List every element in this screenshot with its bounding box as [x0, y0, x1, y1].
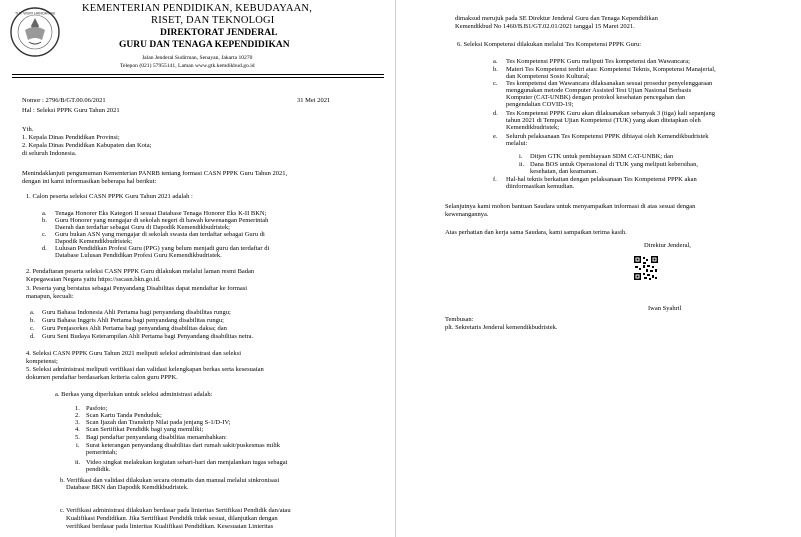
list-marker: d.: [42, 245, 47, 252]
list-marker: ii.: [75, 459, 81, 466]
list-item: Lulusan Pendidikan Profesi Guru (PPG) yang belum menjadi guru dan terdaftar di: [55, 245, 270, 252]
list-item: melalui:: [506, 140, 528, 147]
list-marker: b.: [493, 66, 498, 73]
letterhead-rule: [12, 74, 384, 75]
closing-line: Selanjutnya kami mohon bantuan Saudara untuk menyampaikan informasi di atas sesuai dengan: [445, 203, 696, 210]
list-marker: b.: [42, 217, 47, 224]
closing-line: kewenangannya.: [445, 211, 489, 218]
letterhead-ministry-2: RISET, DAN TEKNOLOGI: [151, 15, 275, 26]
list-item: Tes Kompetensi PPPK Guru akan dilaksanakan sebanyak 3 (tiga) kali sepanjang: [506, 110, 715, 117]
list-item: Kemendikbudristek;: [506, 124, 560, 131]
letter-date: 31 Mei 2021: [297, 97, 331, 104]
p5b-line: b. Verifikasi dan validasi dilakukan secara otomatis dan manual melalui sinkronisasi: [60, 477, 280, 484]
recipient-1: 1. Kepala Dinas Pendidikan Provinsi;: [22, 134, 120, 141]
signature-qr-code-icon: [633, 255, 659, 281]
continuation-line: Kemendikbud No 1460/B.B1/GT.02.01/2021 tanggal 15 Maret 2021.: [455, 23, 635, 30]
list-item: kesehatan, dan keamanan.: [530, 168, 598, 175]
p2-line: 2. Pendaftaran peserta seleksi CASN PPPK Guru dilakukan melalui laman resmi Badan: [26, 268, 255, 275]
list-item: Dapodik Kemendikbudristek;: [55, 238, 133, 245]
recipient-yth: Yth.: [22, 126, 34, 133]
list-marker: c.: [493, 80, 498, 87]
letterhead-ministry: KEMENTERIAN PENDIDIKAN, KEBUDAYAAN,: [82, 3, 313, 14]
list-marker: i.: [519, 153, 523, 160]
list-marker: a.: [42, 210, 47, 217]
letter-page-1: [0, 0, 396, 537]
list-item: Scan Sertifikat Pendidik bagi yang memiliki;: [86, 426, 204, 433]
p4-line: 4. Seleksi CASN PPPK Guru Tahun 2021 meliputi seleksi administrasi dan seleksi: [26, 350, 242, 357]
letterhead-directorate: DIREKTORAT JENDERAL: [160, 28, 278, 38]
list-item: pendidik.: [86, 466, 111, 473]
p5b-line: Database BKN dan Dapodik Kemdikbudristek.: [66, 484, 189, 491]
list-marker: a.: [493, 58, 498, 65]
list-item: Pasfoto;: [86, 405, 108, 412]
list-item: Materi Tes Kompetensi terdiri atas: Kompetensi Teknis, Kompetensi Manajerial,: [506, 66, 716, 73]
p5a-title: a. Berkas yang diperlukan untuk seleksi administrasi adalah:: [55, 391, 213, 398]
intro-line: dengan ini kami informasikan beberapa hal berikut:: [22, 178, 157, 185]
list-item: Guru bukan ASN yang mengajar di sekolah swasta dan terdaftar sebagai Guru di: [55, 231, 265, 238]
signer-title: Direktur Jenderal,: [644, 242, 691, 249]
list-marker: i.: [76, 442, 80, 449]
list-marker: 4.: [75, 426, 80, 433]
list-item: Komputer (CAT-UNBK) dengan protokol kesehatan pencegahan dan: [506, 94, 686, 101]
list-item: Scan Ijazah dan Transkrip Nilai pada jenjang S-1/D-IV;: [86, 419, 231, 426]
list-marker: a.: [30, 309, 35, 316]
list-item: Surat keterangan penyandang disabilitas dari rumah sakit/puskesmas milik: [86, 442, 281, 449]
cc-item: plt. Sekretaris Jenderal kemendikbudristek.: [445, 324, 558, 331]
list-item: Daerah dan terdaftar sebagai Guru di Dapodik Kemendikbudristek;: [55, 224, 230, 231]
tut-wuri-handayani-logo-icon: [9, 6, 61, 58]
list-item: Tenaga Honorer Eks Kategori II sesuai Database Tenaga Honorer Eks K-II BKN;: [55, 210, 267, 217]
list-item: Guru Bahasa Inggris Ahli Pertama bagi penyandang disabilitas rungu;: [42, 317, 224, 324]
signer-name: Iwan Syahril: [648, 305, 682, 312]
p5-line: dokumen pendaftar berdasarkan kriteria calon guru PPPK.: [26, 374, 178, 381]
letter-number: Nomor : 2796/B/GT.00.06/2021: [22, 97, 106, 104]
p6-title: 6. Seleksi Kompetensi dilakukan melalui Tes Kompetensi PPPK Guru:: [457, 41, 642, 48]
letter-subject: Hal : Seleksi PPPK Guru Tahun 2021: [22, 107, 120, 114]
list-item: Scan Kartu Tanda Penduduk;: [86, 412, 162, 419]
list-marker: 5.: [75, 434, 80, 441]
letter-page-2: [397, 0, 801, 537]
recipient-2: 2. Kepala Dinas Pendidikan Kabupaten dan Kota;: [22, 142, 152, 149]
list-item: Tes kompetensi dan Wawancara dilaksanakan sesuai prosedur penyelenggaraan: [506, 80, 713, 87]
p1-title: 1. Calon peserta seleksi CASN PPPK Guru Tahun 2021 adalah :: [26, 193, 193, 200]
p5c-line: c. Verifikasi administrasi dilakukan berdasar pada linieritas Sertifikasi Pendidik dan/atau: [60, 507, 291, 514]
list-marker: c.: [30, 325, 35, 332]
p4-line: kompetensi;: [26, 358, 58, 365]
list-marker: c.: [42, 231, 47, 238]
list-item: tahun 2021 di Tempat Ujian Kompetensi (TUK) yang akan ditetapkan oleh: [506, 117, 701, 124]
p3-line: manapun, kecuali:: [26, 293, 74, 300]
continuation-line: dimaksud merujuk pada SE Direktur Jenderal Guru dan Tenaga Kependidikan: [455, 15, 658, 22]
list-item: menggunakan metode Computer Assisted Test Ujian Nasional Berbasis: [506, 87, 692, 94]
p5c-line: verifikasi berdasar pada linieritas Kualifikasi Pendidikan. Kesesuaian Linieritas: [66, 523, 274, 530]
list-item: Video singkat melakukan kegiatan sehari-hari dan menjalankan tugas sebagai: [86, 459, 288, 466]
list-item: Guru Bahasa Indonesia Ahli Pertama bagi penyandang disabilitas rungu;: [42, 309, 231, 316]
list-item: Hal-hal teknis berkaitan dengan pelaksanaan Tes Kompetensi PPPK akan: [506, 176, 697, 183]
p3-line: 3. Peserta yang berstatus sebagai Penyandang Disabilitas dapat mendaftar ke formasi: [26, 285, 248, 292]
list-item: Ditjen GTK untuk pembiayaan SDM CAT-UNBK; dan: [530, 153, 674, 160]
list-marker: 2.: [75, 412, 80, 419]
letterhead-contact: Telepon (021) 57955141, Laman www.gtk.kemdikbud.go.id: [120, 63, 255, 69]
list-item: Guru Penjasorkes Ahli Pertama bagi penyandang disabilitas daksa; dan: [42, 325, 227, 332]
list-item: Dana BOS untuk Operasional di TUK yang meliputi kebersihan,: [530, 161, 698, 168]
list-item: Guru Honorer yang mengajar di sekolah negeri di bawah kewenangan Pemerintah: [55, 217, 269, 224]
list-item: Bagi pendaftar penyandang disabilitas menambahkan:: [86, 434, 227, 441]
p2-line: Kepegawaian Negara yaitu https://sscasn.bkn.go.id.: [26, 276, 161, 283]
list-item: Database Lulusan Pendidikan Profesi Guru Kemendikbudristek.: [55, 252, 222, 259]
list-marker: ii.: [519, 161, 525, 168]
list-item: Guru Seni Budaya Keterampilan Ahli Pertama bagi Penyandang disabilitas netra.: [42, 333, 254, 340]
p5c-line: Kualifikasi Pendidikan. Jika Sertifikasi Pendidik tidak sesuai, dilanjutkan dengan: [66, 515, 278, 522]
p5-line: 5. Seleksi administrasi meliputi verifikasi dan validasi kelengkapan berkas serta kesesuaian: [26, 366, 264, 373]
list-marker: e.: [493, 133, 498, 140]
list-marker: 3.: [75, 419, 80, 426]
intro-line: Menindaklanjuti pengumuman Kementerian PANRB tentang formasi CASN PPPK Guru Tahun 2021,: [22, 170, 288, 177]
list-item: diinformasikan kemudian.: [506, 183, 575, 190]
list-marker: f.: [493, 176, 497, 183]
letterhead-rule-thin: [12, 77, 384, 78]
cc-title: Tembusan:: [445, 316, 474, 323]
letterhead-address: Jalan Jenderal Sudirman, Senayan, Jakarta 10270: [142, 55, 253, 61]
list-item: dan Kompetensi Sosio Kultural;: [506, 73, 590, 80]
list-marker: b.: [30, 317, 35, 324]
list-item: Tes Kompetensi PPPK Guru meliputi Tes kompetensi dan Wawancara;: [506, 58, 690, 65]
list-item: pengendalian COVID-19;: [506, 101, 574, 108]
recipient-3: di seluruh Indonesia.: [22, 150, 77, 157]
logo-text: TUT WURI HANDAYANI: [15, 11, 55, 16]
list-item: pemerintah;: [86, 449, 118, 456]
list-marker: 1.: [75, 405, 80, 412]
list-marker: d.: [493, 110, 498, 117]
letterhead-directorate-2: GURU DAN TENAGA KEPENDIDIKAN: [119, 40, 290, 50]
closing-thanks: Atas perhatian dan kerja sama Saudara, kami sampaikan terima kasih.: [445, 229, 627, 236]
list-item: Seluruh pelaksanaan Tes Kompetensi PPPK dibiayai oleh Kemendikbudristek: [506, 133, 709, 140]
list-marker: d.: [30, 333, 35, 340]
